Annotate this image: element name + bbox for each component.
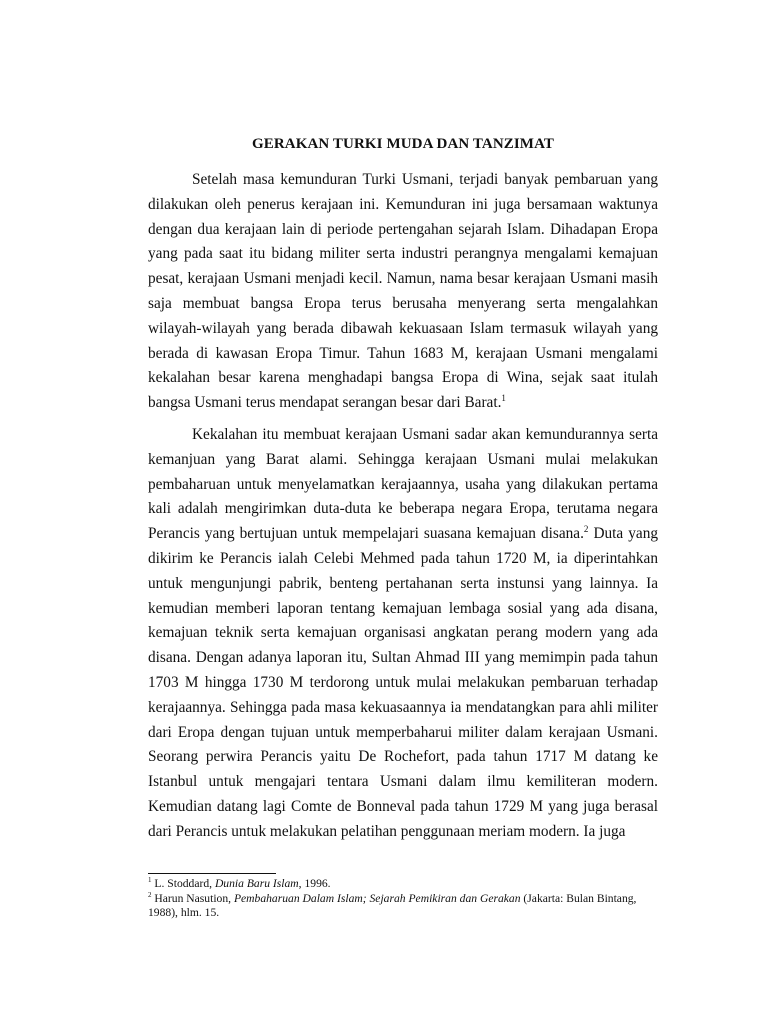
footnote-ref-2[interactable]: 2 (583, 524, 589, 535)
paragraph-2 (148, 423, 658, 845)
paragraph-2-text-after: Duta yang dikirim ke Perancis ialah Celebi Mehmed pada tahun 1720 M, ia diperintahkan untuk mengunjungi pabrik, benteng pertahanan serta instunsi yang lainnya. Ia kemudian memberi laporan tentang kemajuan lembaga sosial yang ada disana, kemajuan teknik serta kemajuan organisasi angkatan perang modern yang ada disana. Dengan adanya laporan itu, Sultan Ahmad III yang memimpin pada tahun 1703 M hingga 1730 M terdorong untuk mulai melakukan pembaruan terhadap kerajaannya. Sehingga pada masa kekuasaannya ia mendatangkan para ahli militer dari Eropa dengan tujuan untuk memperbaharui militer dalam kerajaan Usmani. Seorang perwira Perancis yaitu De Rochefort, pada tahun 1717 M datang ke Istanbul untuk mengajari tentara Usmani dalam ilmu kemiliteran modern. Kemudian datang lagi Comte de Bonneval pada tahun 1729 M yang juga berasal dari Perancis untuk melakukan pelatihan penggunaan meriam modern. Ia juga (148, 525, 658, 840)
footnote-2-after: (Jakarta: Bulan Bintang, 1988), hlm. 15. (148, 891, 637, 920)
footnote-2-before: Harun Nasution, (151, 891, 234, 905)
paragraph-2-text: Kekalahan itu membuat kerajaan Usmani sadar akan kemundurannya serta kemanjuan yang Barat alami. Sehingga kerajaan Usmani mulai melakukan pembaharuan untuk menyelamatkan kerajaannya, usaha yang dilakukan pertama kali adalah mengirimkan duta-duta ke beberapa negara Eropa, terutama negara Perancis yang bertujuan untuk mempelajari suasana kemajuan disana. (148, 425, 658, 543)
footnote-2-number: 2 (148, 890, 152, 899)
footnote-1-italic: Dunia Baru Islam (214, 877, 299, 890)
page-title: GERAKAN TURKI MUDA DAN TANZIMAT (251, 136, 554, 152)
paragraph-1 (148, 168, 658, 416)
body-text (148, 168, 658, 852)
paragraph-1-text: Setelah masa kemunduran Turki Usmani, terjadi banyak pembaruan yang dilakukan oleh penerus kerajaan ini. Kemunduran ini juga bersamaan waktunya dengan dua kerajaan lain di periode pertengahan sejarah Islam. Dihadapan Eropa yang pada saat itu bidang militer serta industri perangnya mengalami kemajuan pesat, kerajaan Usmani menjadi kecil. Namun, nama besar kerajaan Usmani masih saja membuat bangsa Eropa terus berusaha menyerang serta mengalahkan wilayah-wilayah yang berada dibawah kekuasaan Islam termasuk wilayah yang berada di kawasan Eropa Timur. Tahun 1683 M, kerajaan Usmani mengalami kekalahan besar karena menghadapi bangsa Eropa di Wina, sejak saat itulah bangsa Usmani terus mendapat serangan besar dari Barat. (148, 171, 658, 412)
footnote-1-number: 1 (148, 876, 152, 885)
footnote-1-after: , 1996. (298, 877, 331, 890)
footnote-divider (148, 873, 276, 874)
footnote-ref-1[interactable]: 1 (501, 393, 506, 404)
footnote-1 (148, 877, 658, 892)
footnote-2-italic: Pembaharuan Dalam Islam; Sejarah Pemikiran dan Gerakan (233, 891, 521, 905)
footnotes (148, 877, 658, 921)
footnote-2 (148, 892, 658, 921)
footnote-1-before: L. Stoddard, (151, 877, 215, 890)
